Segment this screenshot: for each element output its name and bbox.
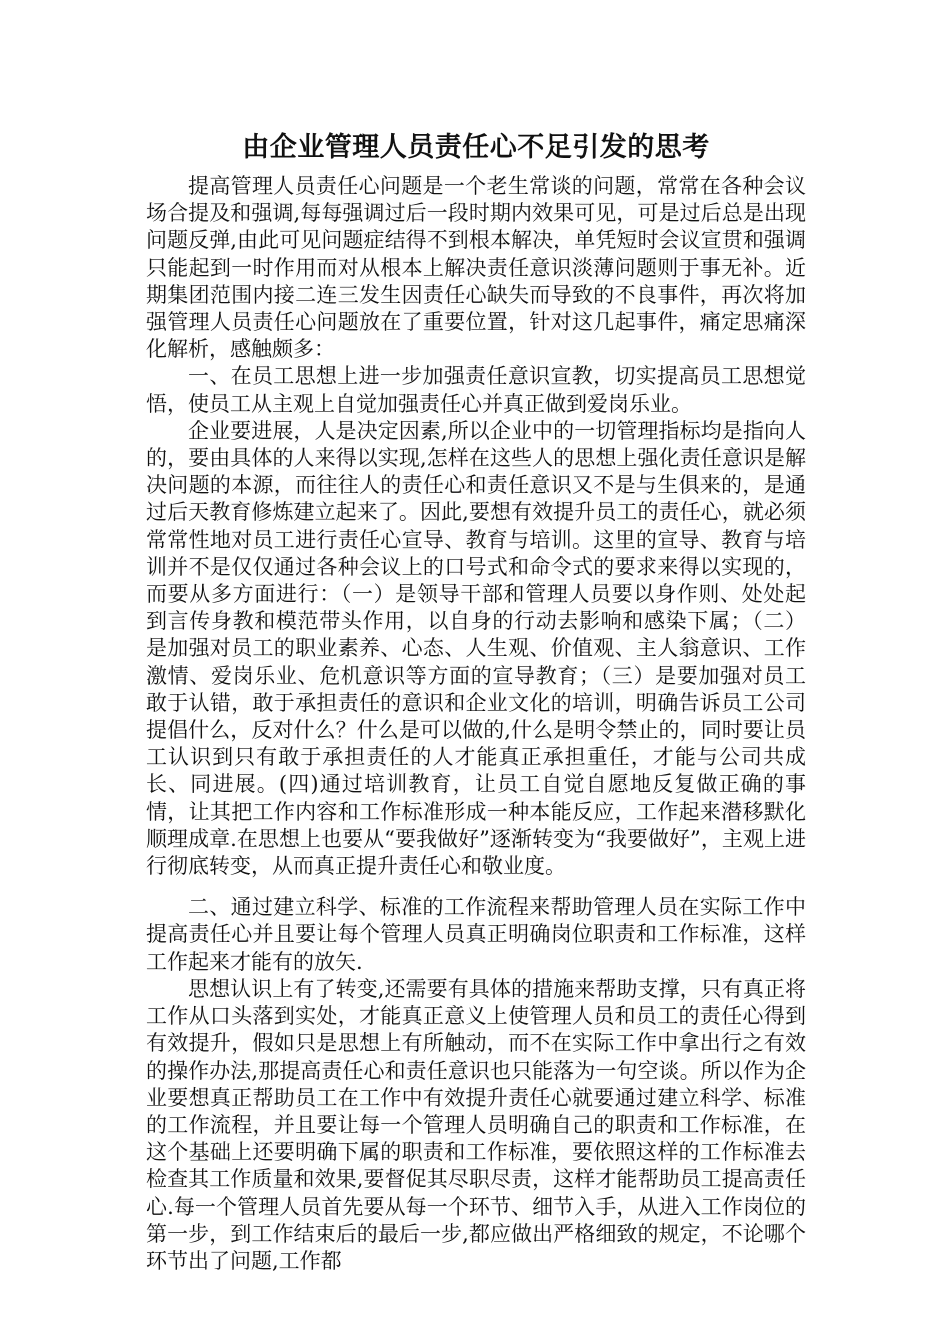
paragraph-section-two-body: 思想认识上有了转变,还需要有具体的措施来帮助支撑，只有真正将工作从口头落到实处，才能真正意义上使管理人员和员工的责任心得到有效提升，假如只是思想上有所触动，而不在实际工作中拿出行之有效的操作办法,那提高责任心和责任意识也只能落为一句空谈。所以作为企业要想真正帮助员工在工作中有效提升责任心就要通过建立科学、标准的工作流程，并且要让每一个管理人员明确自己的职责和工作标准，在这个基础上还要明确下属的职责和工作标准，要依照这样的工作标准去检查其工作质量和效果,要督促其尽职尽责，这样才能帮助员工提高责任心.每一个管理人员首先要从每一个环节、细节入手，从进入工作岗位的第一步，到工作结束后的最后一步,都应做出严格细致的规定，不论哪个环节出了问题,工作都 — [146, 976, 806, 1273]
paragraph-section-one-body: 企业要进展，人是决定因素,所以企业中的一切管理指标均是指向人的，要由具体的人来得以实现,怎样在这些人的思想上强化责任意识是解决问题的本源，而往往人的责任心和责任意识又不是与生俱来的，是通过后天教育修炼建立起来了。因此,要想有效提升员工的责任心，就必须常常性地对员工进行责任心宣导、教育与培训。这里的宣导、教育与培训并不是仅仅通过各种会议上的口号式和命令式的要求来得以实现的，而要从多方面进行：（一）是领导干部和管理人员要以身作则、处处起到言传身教和模范带头作用，以自身的行动去影响和感染下属；（二）是加强对员工的职业素养、心态、人生观、价值观、主人翁意识、工作激情、爱岗乐业、危机意识等方面的宣导教育；（三）是要加强对员工敢于认错，敢于承担责任的意识和企业文化的培训，明确告诉员工公司提倡什么，反对什么？什么是可以做的,什么是明令禁止的，同时要让员工认识到只有敢于承担责任的人才能真正承担重任，才能与公司共成长、同进展。(四)通过培训教育，让员工自觉自愿地反复做正确的事情，让其把工作内容和工作标准形成一种本能反应，工作起来潜移默化顺理成章.在思想上也要从“要我做好”逐渐转变为“我要做好”，主观上进行彻底转变，从而真正提升责任心和敬业度。 — [146, 418, 806, 879]
paragraph-section-two-heading: 二、通过建立科学、标准的工作流程来帮助管理人员在实际工作中提高责任心并且要让每个管理人员真正明确岗位职责和工作标准，这样工作起来才能有的放矢. — [146, 895, 806, 974]
paragraph-section-one-heading: 一、在员工思想上进一步加强责任意识宣教，切实提高员工思想觉悟，使员工从主观上自觉加强责任心并真正做到爱岗乐业。 — [146, 364, 806, 416]
paragraph-intro: 提高管理人员责任心问题是一个老生常谈的问题，常常在各种会议场合提及和强调,每每强调过后一段时期内效果可见，可是过后总是出现问题反弹,由此可见问题症结得不到根本解决，单凭短时会议宣贯和强调只能起到一时作用而对从根本上解决责任意识淡薄问题则于事无补。近期集团范围内接二连三发生因责任心缺失而导致的不良事件，再次将加强管理人员责任心问题放在了重要位置，针对这几起事件，痛定思痛深化解析，感触颇多： — [146, 174, 806, 362]
document-title: 由企业管理人员责任心不足引发的思考 — [242, 132, 710, 163]
document-body — [146, 126, 806, 1275]
